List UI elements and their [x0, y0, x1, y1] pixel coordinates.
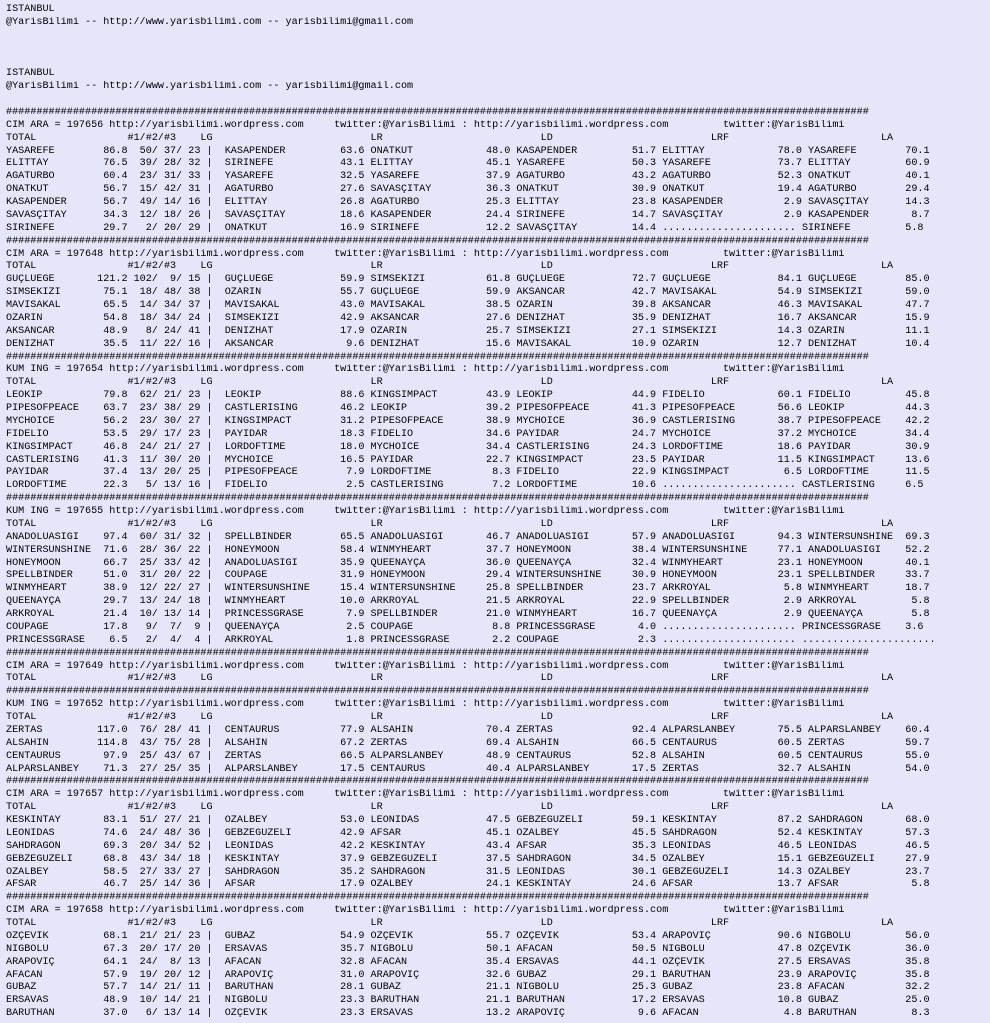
horse-row: GEBZEGÜZELI 68.8 43/ 34/ 18 | KESKINTAY 37.9 GEBZEGÜZELI 37.5 SAHDRAGON 34.5 ÖZALBEY 15.1 GEBZEGÜZELI 27.9 — [6, 853, 930, 865]
race-section — [6, 493, 990, 648]
race-header: CIM ARA = 197656 http://yarisbilimi.wordpress.com twitter:@YarisBilimi : http://yarisbilimi.wordpress.com twitter:@YarisBilimi — [6, 119, 845, 131]
race-header: CIM ARA = 197657 http://yarisbilimi.wordpress.com twitter:@YarisBilimi : http://yarisbilimi.wordpress.com twitter:@YarisBilimi — [6, 789, 845, 801]
horse-row: PIPESOFPEACE 63.7 23/ 38/ 29 | CASTLERISING 46.2 LEOKIP 39.2 PIPESOFPEACE 41.3 PIPESOFPEACE 56.6 LEOKIP 44.3 — [6, 403, 930, 415]
horse-row: SIRINEFE 29.7 2/ 20/ 29 | ONATKUT 16.9 SIRINEFE 12.2 SAVASÇITAY 14.4 ...................... SIRINEFE 5.8 — [6, 222, 924, 234]
horse-row: HONEYMOON 66.7 25/ 33/ 42 | ANADOLUASIGI 35.9 QUEENAYÇA 36.0 QUEENAYÇA 32.4 WINMYHEART 23.1 HONEYMOON 40.1 — [6, 557, 930, 569]
horse-row: ÖZÇEVIK 68.1 21/ 21/ 23 | GUBAZ 54.9 ÖZÇEVIK 55.7 ÖZÇEVIK 53.4 ARAPOVIÇ 90.6 NIGBOLU 56.0 — [6, 930, 930, 942]
spacer — [6, 30, 990, 69]
horse-row: QUEENAYÇA 29.7 13/ 24/ 18 | WINMYHEART 10.0 ARKROYAL 21.5 ARKROYAL 22.9 SPELLBINDER 2.9 ARKROYAL 5.8 — [6, 596, 930, 608]
horse-row: ÖZARIN 54.8 18/ 34/ 24 | SIMSEKIZI 42.9 AKSANCAR 27.6 DENIZHAT 35.9 DENIZHAT 16.7 AKSANCAR 15.9 — [6, 312, 930, 324]
horse-row: ARKROYAL 21.4 10/ 13/ 14 | PRINCESSGRASE 7.9 SPELLBINDER 21.0 WINMYHEART 16.7 QUEENAYÇA 2.9 QUEENAYÇA 5.8 — [6, 609, 930, 621]
separator-line: ############################################################################################################################################## — [6, 647, 869, 659]
race-header: KUM ING = 197652 http://yarisbilimi.wordpress.com twitter:@YarisBilimi : http://yarisbilimi.wordpress.com twitter:@YarisBilimi — [6, 699, 845, 711]
credit-line: @YarisBilimi -- http://www.yarisbilimi.com -- yarisbilimi@gmail.com — [6, 16, 414, 28]
race-section — [6, 352, 990, 494]
horse-row: CASTLERISING 41.3 11/ 30/ 20 | MYCHOICE 16.5 PAYIDAR 22.7 KINGSIMPACT 23.5 PAYIDAR 11.5 KINGSIMPACT 13.6 — [6, 454, 930, 466]
horse-row: FIDELIO 53.5 29/ 17/ 23 | PAYIDAR 18.3 FIDELIO 34.6 PAYIDAR 24.7 MYCHOICE 37.2 MYCHOICE 34.4 — [6, 428, 930, 440]
horse-row: AGATURBO 60.4 23/ 31/ 33 | YASAREFE 32.5 YASAREFE 37.9 AGATURBO 43.2 AGATURBO 52.3 ONATKUT 40.1 — [6, 171, 930, 183]
spacer — [6, 94, 990, 107]
horse-row: PRINCESSGRASE 6.5 2/ 4/ 4 | ARKROYAL 1.8 PRINCESSGRASE 2.2 COUPAGE 2.3 ...................... ...................... — [6, 634, 936, 646]
column-header: TOTAL #1/#2/#3 LG LR LD LRF LA — [6, 518, 894, 530]
horse-row: SAHDRAGON 69.3 20/ 34/ 52 | LEONIDAS 42.2 KESKINTAY 43.4 AFSAR 35.3 LEONIDAS 46.5 LEONIDAS 46.5 — [6, 840, 930, 852]
column-header: TOTAL #1/#2/#3 LG LR LD LRF LA — [6, 712, 894, 724]
column-header: TOTAL #1/#2/#3 LG LR LD LRF LA — [6, 673, 894, 685]
horse-row: LEOKIP 79.8 62/ 21/ 23 | LEOKIP 88.6 KINGSIMPACT 43.9 LEOKIP 44.9 FIDELIO 60.1 FIDELIO 45.8 — [6, 390, 930, 402]
race-section — [6, 776, 990, 892]
separator-line: ############################################################################################################################################## — [6, 235, 869, 247]
horse-row: DENIZHAT 35.5 11/ 22/ 16 | AKSANCAR 9.6 DENIZHAT 15.6 MAVISAKAL 10.9 ÖZARIN 12.7 DENIZHAT 10.4 — [6, 338, 930, 350]
horse-row: AKSANCAR 48.9 8/ 24/ 41 | DENIZHAT 17.9 ÖZARIN 25.7 SIMSEKIZI 27.1 SIMSEKIZI 14.3 ÖZARIN 11.1 — [6, 325, 930, 337]
horse-row: SIMSEKIZI 75.1 18/ 48/ 38 | ÖZARIN 55.7 GÜÇLÜEGE 59.9 AKSANCAR 42.7 MAVISAKAL 54.9 SIMSEKIZI 59.0 — [6, 287, 930, 299]
column-header: TOTAL #1/#2/#3 LG LR LD LRF LA — [6, 377, 894, 389]
horse-row: NIGBOLU 67.3 20/ 17/ 20 | ERSAVAS 35.7 NIGBOLU 50.1 AFACAN 50.5 NIGBOLU 47.8 ÖZÇEVIK 36.0 — [6, 943, 930, 955]
city-title: ISTANBUL — [6, 4, 55, 15]
race-section — [6, 648, 990, 687]
horse-row: ÖZALBEY 58.5 27/ 33/ 27 | SAHDRAGON 35.2 SAHDRAGON 31.5 LEONIDAS 30.1 GEBZEGÜZELI 14.3 ÖZALBEY 23.7 — [6, 866, 930, 878]
separator-line: ############################################################################################################################################## — [6, 106, 869, 118]
horse-row: KASAPENDER 56.7 49/ 14/ 16 | ELITTAY 26.8 AGATURBO 25.3 ELITTAY 23.8 KASAPENDER 2.9 SAVASÇITAY 14.3 — [6, 197, 930, 209]
column-header: TOTAL #1/#2/#3 LG LR LD LRF LA — [6, 261, 894, 273]
horse-row: KESKINTAY 83.1 51/ 27/ 21 | ÖZALBEY 53.0 LEONIDAS 47.5 GEBZEGÜZELI 59.1 KESKINTAY 87.2 SAHDRAGON 68.0 — [6, 815, 930, 827]
race-header: CIM ARA = 197649 http://yarisbilimi.wordpress.com twitter:@YarisBilimi : http://yarisbilimi.wordpress.com twitter:@YarisBilimi — [6, 660, 845, 672]
horse-row: LORDOFTIME 22.3 5/ 13/ 16 | FIDELIO 2.5 CASTLERISING 7.2 LORDOFTIME 10.6 ...................... CASTLERISING 6.5 — [6, 480, 924, 492]
horse-row: COUPAGE 17.8 9/ 7/ 9 | QUEENAYÇA 2.5 COUPAGE 8.8 PRINCESSGRASE 4.0 ...................... PRINCESSGRASE 3.6 — [6, 621, 924, 633]
horse-row: GUBAZ 57.7 14/ 21/ 11 | BARUTHAN 28.1 GUBAZ 21.1 NIGBOLU 25.3 GUBAZ 23.8 AFACAN 32.2 — [6, 982, 930, 994]
race-header: KUM ING = 197655 http://yarisbilimi.wordpress.com twitter:@YarisBilimi : http://yarisbilimi.wordpress.com twitter:@YarisBilimi — [6, 506, 845, 518]
horse-row: LEONIDAS 74.6 24/ 48/ 36 | GEBZEGÜZELI 42.9 AFSAR 45.1 ÖZALBEY 45.5 SAHDRAGON 52.4 KESKINTAY 57.3 — [6, 827, 930, 839]
horse-row: ONATKUT 56.7 15/ 42/ 31 | AGATURBO 27.6 SAVASÇITAY 36.3 ONATKUT 30.9 ONATKUT 19.4 AGATURBO 29.4 — [6, 184, 930, 196]
horse-row: WINTERSUNSHINE 71.6 28/ 36/ 22 | HONEYMOON 58.4 WINMYHEART 37.7 HONEYMOON 38.4 WINTERSUNSHINE 77.1 ANADOLUASIGI 52.2 — [6, 544, 930, 556]
race-section — [6, 236, 990, 352]
race-header: CIM ARA = 197648 http://yarisbilimi.wordpress.com twitter:@YarisBilimi : http://yarisbilimi.wordpress.com twitter:@YarisBilimi — [6, 248, 845, 260]
separator-line: ############################################################################################################################################## — [6, 493, 869, 505]
separator-line: ############################################################################################################################################## — [6, 351, 869, 363]
credit-line: @YarisBilimi -- http://www.yarisbilimi.com -- yarisbilimi@gmail.com — [6, 81, 414, 93]
horse-row: ALPARSLANBEY 71.3 27/ 25/ 35 | ALPARSLANBEY 17.5 CENTAURUS 40.4 ALPARSLANBEY 17.5 ZERTAS 32.7 ALSAHIN 54.0 — [6, 763, 930, 775]
horse-row: GÜÇLÜEGE 121.2 102/ 9/ 15 | GÜÇLÜEGE 59.9 SIMSEKIZI 61.8 GÜÇLÜEGE 72.7 GÜÇLÜEGE 84.1 GÜÇLÜEGE 85.0 — [6, 274, 930, 286]
horse-row: KINGSIMPACT 46.8 24/ 21/ 27 | LORDOFTIME 18.0 MYCHOICE 34.4 CASTLERISING 24.3 LORDOFTIME 18.6 PAYIDAR 30.9 — [6, 441, 930, 453]
horse-row: MAVISAKAL 65.5 14/ 34/ 37 | MAVISAKAL 43.0 MAVISAKAL 38.5 ÖZARIN 39.8 AKSANCAR 46.3 MAVISAKAL 47.7 — [6, 300, 930, 312]
separator-line: ############################################################################################################################################## — [6, 892, 869, 904]
horse-row: AFSAR 46.7 25/ 14/ 36 | AFSAR 17.9 ÖZALBEY 24.1 KESKINTAY 24.6 AFSAR 13.7 AFSAR 5.8 — [6, 879, 930, 891]
horse-row: MYCHOICE 56.2 23/ 30/ 27 | KINGSIMPACT 31.2 PIPESOFPEACE 38.9 MYCHOICE 36.9 CASTLERISING 38.7 PIPESOFPEACE 42.2 — [6, 415, 930, 427]
horse-row: YASAREFE 86.8 50/ 37/ 23 | KASAPENDER 63.6 ONATKUT 48.0 KASAPENDER 51.7 ELITTAY 78.0 YASAREFE 70.1 — [6, 145, 930, 157]
column-header: TOTAL #1/#2/#3 LG LR LD LRF LA — [6, 918, 894, 930]
horse-row: ELITTAY 76.5 39/ 28/ 32 | SIRINEFE 43.1 ELITTAY 45.1 YASAREFE 50.3 YASAREFE 73.7 ELITTAY 60.9 — [6, 158, 930, 170]
horse-row: ZERTAS 117.0 76/ 28/ 41 | CENTAURUS 77.9 ALSAHIN 70.4 ZERTAS 92.4 ALPARSLANBEY 75.5 ALPARSLANBEY 60.4 — [6, 724, 930, 736]
horse-row: AFACAN 57.9 19/ 20/ 12 | ARAPOVIÇ 31.0 ARAPOVIÇ 32.6 GUBAZ 29.1 BARUTHAN 23.9 ARAPOVIÇ 35.8 — [6, 969, 930, 981]
race-section — [6, 892, 990, 1021]
race-section — [6, 686, 990, 776]
horse-row: PAYIDAR 37.4 13/ 20/ 25 | PIPESOFPEACE 7.9 LORDOFTIME 8.3 FIDELIO 22.9 KINGSIMPACT 6.5 LORDOFTIME 11.5 — [6, 467, 930, 479]
horse-row: CENTAURUS 97.9 25/ 43/ 67 | ZERTAS 66.5 ALPARSLANBEY 48.9 CENTAURUS 52.8 ALSAHIN 60.5 CENTAURUS 55.0 — [6, 750, 930, 762]
horse-row: SPELLBINDER 51.0 31/ 20/ 22 | COUPAGE 31.9 HONEYMOON 29.4 WINTERSUNSHINE 30.9 HONEYMOON 23.1 SPELLBINDER 33.7 — [6, 570, 930, 582]
race-section — [6, 107, 990, 236]
horse-row: BARUTHAN 37.0 6/ 13/ 14 | ÖZÇEVIK 23.3 ERSAVAS 13.2 ARAPOVIÇ 9.6 AFACAN 4.8 BARUTHAN 8.3 — [6, 1008, 930, 1020]
separator-line: ############################################################################################################################################## — [6, 686, 869, 698]
horse-row: ERSAVAS 48.9 10/ 14/ 21 | NIGBOLU 23.3 BARUTHAN 21.1 BARUTHAN 17.2 ERSAVAS 10.8 GUBAZ 25.0 — [6, 995, 930, 1007]
horse-row: ARAPOVIÇ 64.1 24/ 8/ 13 | AFACAN 32.8 AFACAN 35.4 ERSAVAS 44.1 ÖZÇEVIK 27.5 ERSAVAS 35.8 — [6, 956, 930, 968]
city-title: ISTANBUL — [6, 68, 55, 80]
separator-line: ############################################################################################################################################## — [6, 776, 869, 788]
horse-row: ALSAHIN 114.8 43/ 75/ 28 | ALSAHIN 67.2 ZERTAS 69.4 ALSAHIN 66.5 CENTAURUS 60.5 ZERTAS 59.7 — [6, 737, 930, 749]
horse-row: ANADOLUASIGI 97.4 60/ 31/ 32 | SPELLBINDER 65.5 ANADOLUASIGI 46.7 ANADOLUASIGI 57.9 ANADOLUASIGI 94.3 WINTERSUNSHINE 69.3 — [6, 531, 930, 543]
horse-row: SAVASÇITAY 34.3 12/ 18/ 26 | SAVASÇITAY 18.6 KASAPENDER 24.4 SIRINEFE 14.7 SAVASÇITAY 2.9 KASAPENDER 8.7 — [6, 209, 930, 221]
race-header: KUM ING = 197654 http://yarisbilimi.wordpress.com twitter:@YarisBilimi : http://yarisbilimi.wordpress.com twitter:@YarisBilimi — [6, 364, 845, 376]
horse-row: WINMYHEART 38.9 12/ 22/ 27 | WINTERSUNSHINE 15.4 WINTERSUNSHINE 25.8 SPELLBINDER 23.7 ARKROYAL 5.8 WINMYHEART 18.7 — [6, 583, 930, 595]
race-header: CIM ARA = 197658 http://yarisbilimi.wordpress.com twitter:@YarisBilimi : http://yarisbilimi.wordpress.com twitter:@YarisBilimi — [6, 905, 845, 917]
race-sections — [6, 107, 990, 1021]
column-header: TOTAL #1/#2/#3 LG LR LD LRF LA — [6, 802, 894, 814]
column-header: TOTAL #1/#2/#3 LG LR LD LRF LA — [6, 132, 894, 144]
